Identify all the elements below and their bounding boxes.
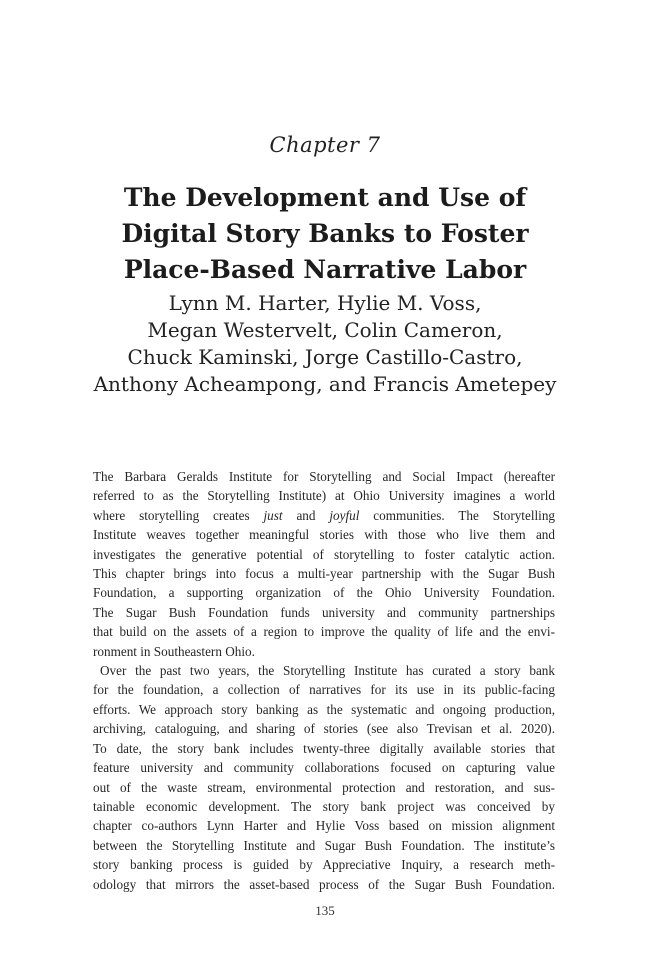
text-line: story banking process is guided by Appreciative Inquiry, a research meth-: [93, 857, 555, 873]
emphasis-just: just: [263, 507, 283, 523]
text-line: This chapter brings into focus a multi-year partnership with the Sugar Bush: [93, 566, 555, 582]
author-line: Megan Westervelt, Colin Cameron,: [147, 318, 503, 342]
chapter-title-line: The Development and Use of: [123, 183, 527, 212]
author-line: Anthony Acheampong, and Francis Ametepey: [93, 372, 557, 396]
body-text: [93, 467, 555, 894]
text-line: To date, the story bank includes twenty-three digitally available stories that: [93, 740, 555, 756]
emphasis-joyful: joyful: [329, 507, 360, 523]
paragraph-1: [93, 467, 555, 661]
text-line: out of the waste stream, environmental protection and restoration, and sus-: [93, 779, 555, 795]
chapter-label: Chapter 7: [269, 133, 381, 157]
text-line: The Sugar Bush Foundation funds university and community partnerships: [93, 604, 555, 620]
chapter-authors: [0, 290, 650, 398]
text-line: ronment in Southeastern Ohio.: [93, 643, 255, 659]
chapter-title-line: Place-Based Narrative Labor: [123, 255, 527, 284]
text-line: tainable economic development. The story bank project was conceived by: [93, 798, 555, 814]
paragraph-2: [93, 661, 555, 894]
text-line: archiving, cataloguing, and sharing of stories (see also Trevisan et al. 2020).: [93, 721, 555, 737]
chapter-title: [0, 180, 650, 288]
text-line: for the foundation, a collection of narratives for its use in its public-facing: [93, 682, 555, 698]
text-line: feature university and community collaborations focused on capturing value: [93, 760, 555, 776]
author-line: Chuck Kaminski, Jorge Castillo-Castro,: [127, 345, 523, 369]
text-line: chapter co-authors Lynn Harter and Hylie Voss based on mission alignment: [93, 818, 555, 834]
text-line: between the Storytelling Institute and Sugar Bush Foundation. The institute’s: [93, 837, 555, 853]
page-number: 135: [315, 903, 335, 918]
text-line: [93, 506, 555, 525]
text-line: investigates the generative potential of storytelling to foster catalytic action.: [93, 546, 555, 562]
text-segment: where storytelling creates: [93, 507, 264, 523]
text-line: Over the past two years, the Storytelling Institute has curated a story bank: [100, 663, 555, 679]
text-line: referred to as the Storytelling Institute) at Ohio University imagines a world: [93, 488, 555, 504]
text-segment: and: [282, 507, 330, 523]
text-line: The Barbara Geralds Institute for Storytelling and Social Impact (hereafter: [93, 469, 555, 484]
chapter-title-line: Digital Story Banks to Foster: [121, 219, 529, 248]
text-line: Foundation, a supporting organization of the Ohio University Foundation.: [93, 585, 555, 601]
text-line: efforts. We approach story banking as the systematic and ongoing production,: [93, 701, 555, 717]
author-line: Lynn M. Harter, Hylie M. Voss,: [168, 291, 482, 315]
text-segment: communities. The Storytelling: [359, 507, 556, 523]
text-line: Institute weaves together meaningful stories with those who live them and: [93, 527, 555, 543]
text-line: odology that mirrors the asset-based process of the Sugar Bush Foundation.: [93, 876, 555, 892]
text-line: that build on the assets of a region to improve the quality of life and the envi-: [93, 624, 555, 640]
